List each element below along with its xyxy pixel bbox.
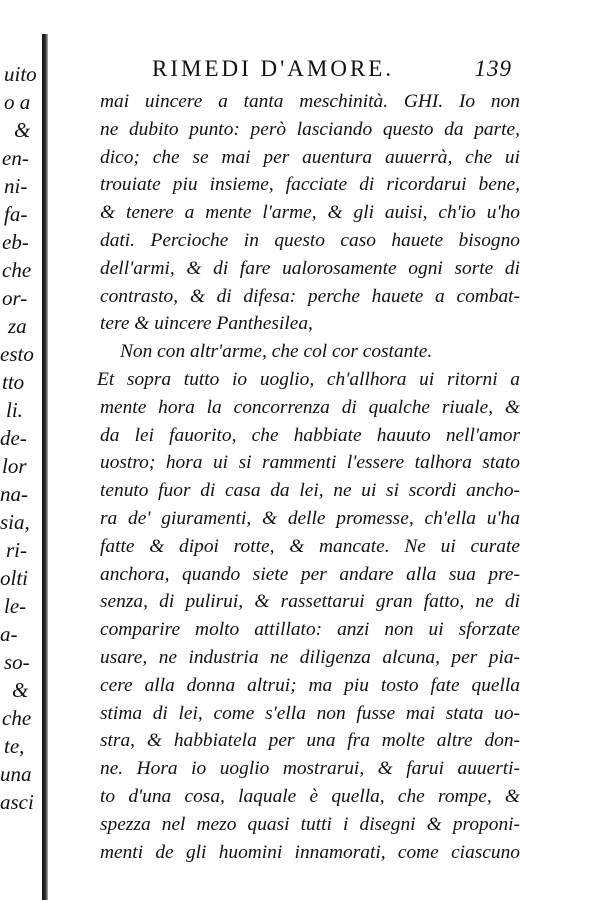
text-line: tenuto fuor di casa da lei, ne ui si scordi ancho- xyxy=(100,480,520,502)
facing-page-text: ri- xyxy=(6,538,27,562)
text-line: contrasto, & di difesa: perche hauete a combat- xyxy=(100,285,520,307)
facing-page-text: esto xyxy=(0,342,34,366)
text-line: dico; che se mai per auentura auuerrà, che ui xyxy=(100,146,520,168)
text-line: dell'armi, & di fare ualorosamente ogni sorte di xyxy=(100,257,520,279)
text-line: ne dubito punto: però lasciando questo da parte, xyxy=(100,118,520,140)
facing-page-text: li. xyxy=(6,398,23,422)
facing-page-text: & xyxy=(14,118,31,142)
facing-page-text: che xyxy=(2,258,32,282)
facing-page-text: sia, xyxy=(0,510,30,534)
page-number: 139 xyxy=(474,56,512,81)
text-line: stra, & habbiatela per una fra molte altre don- xyxy=(100,730,520,752)
facing-page-text: olti xyxy=(0,566,29,590)
facing-page-text: na- xyxy=(0,482,28,506)
text-line: trouiate piu insieme, facciate di ricordarui bene, xyxy=(100,174,520,196)
facing-page-text: uito xyxy=(4,62,37,86)
text-line: dati. Percioche in questo caso hauete bisogno xyxy=(100,229,520,251)
facing-page-text: lor xyxy=(2,454,27,478)
facing-page-text: eb- xyxy=(2,230,29,254)
text-line: da lei fauorito, che habbiate hauuto nell'amor xyxy=(100,424,520,446)
text-line: mente hora la concorrenza di qualche riuale, & xyxy=(100,396,520,418)
text-line: senza, di pulirui, & rassettarui gran fatto, ne di xyxy=(100,591,520,613)
text-line: uostro; hora ui si rammenti l'essere talhora stato xyxy=(100,452,520,474)
facing-page-text: a- xyxy=(0,622,18,646)
book-gutter-shadow xyxy=(42,34,48,900)
text-line: cere alla donna altrui; ma piu tosto fate quella xyxy=(100,674,520,696)
text-line: anchora, quando siete per andare alla sua pre- xyxy=(100,563,520,585)
text-line: tere & uincere Panthesilea, xyxy=(100,313,313,335)
page-header xyxy=(152,56,512,88)
text-line: to d'una cosa, laquale è quella, che rompe, & xyxy=(100,785,520,807)
text-line: comparire molto attillato: anzi non ui sforzate xyxy=(100,619,520,641)
text-line: fatte & dipoi rotte, & mancate. Ne ui curate xyxy=(100,535,520,557)
text-line: stima di lei, come s'ella non fusse mai stata uo- xyxy=(100,702,520,724)
facing-page-fragment xyxy=(0,60,40,880)
text-line: spezza nel mezo quasi tutti i disegni & proponi- xyxy=(100,813,520,835)
facing-page-text: so- xyxy=(4,650,30,674)
facing-page-text: una xyxy=(0,762,32,786)
text-line: menti de gli huomini innamorati, come ciascuno xyxy=(100,841,520,863)
facing-page-text: tto xyxy=(2,370,25,394)
facing-page-text: or- xyxy=(2,286,28,310)
facing-page-text: che xyxy=(2,706,32,730)
text-line: mai uincere a tanta meschinità. GHI. Io non xyxy=(100,91,520,112)
facing-page-text: asci xyxy=(0,790,34,814)
text-line: ra de' giuramenti, & delle promesse, ch'ella u'ha xyxy=(100,507,520,529)
facing-page-text: za xyxy=(8,314,27,338)
facing-page-text: & xyxy=(12,678,29,702)
page-body-text xyxy=(97,88,520,866)
facing-page-text: o a xyxy=(4,90,31,114)
facing-page-text: ni- xyxy=(4,174,28,198)
facing-page-text: fa- xyxy=(4,202,28,226)
text-line: & tenere a mente l'arme, & gli auisi, ch'io u'ho xyxy=(100,202,520,224)
text-line: ne. Hora io uoglio mostrarui, & farui auuerti- xyxy=(100,758,520,780)
facing-page-text: le- xyxy=(4,594,27,618)
facing-page-text: de- xyxy=(0,426,27,450)
text-line: Et sopra tutto io uoglio, ch'allhora ui ritorni a xyxy=(97,368,520,390)
text-line: usare, ne industria ne diligenza alcuna, per pia- xyxy=(100,646,520,668)
facing-page-text: en- xyxy=(2,146,29,170)
verse-line: Non con altr'arme, che col cor costante. xyxy=(120,341,433,363)
running-title: RIMEDI D'AMORE. xyxy=(152,56,395,81)
facing-page-text: te, xyxy=(4,734,25,758)
